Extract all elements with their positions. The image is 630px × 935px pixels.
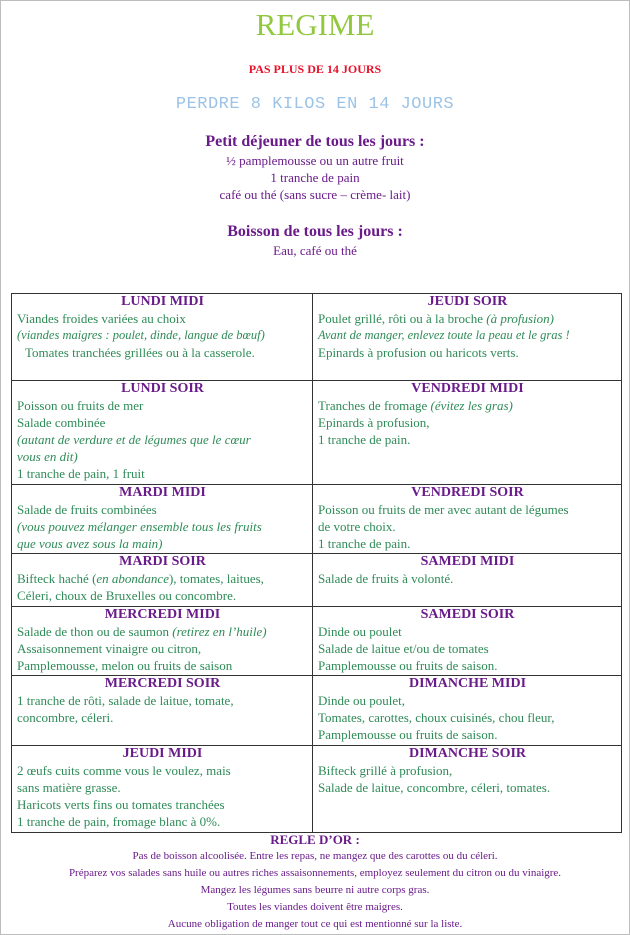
- meal-line: Haricots verts fins ou tomates tranchées: [17, 797, 225, 812]
- meal-cell: [12, 746, 313, 833]
- breakfast-line: 1 tranche de pain: [270, 170, 360, 185]
- meal-line: Poulet grillé, rôti ou à la broche (à profusion): [318, 311, 555, 326]
- meal-line: Dinde ou poulet: [318, 624, 402, 639]
- meal-line: Salade combinée: [17, 415, 106, 430]
- meal-line: sans matière grasse.: [17, 780, 121, 795]
- meal-line: 1 tranche de pain, 1 fruit: [17, 466, 145, 481]
- meal-line: Céleri, choux de Bruxelles ou concombre.: [17, 588, 237, 603]
- meal-note: en abondance: [96, 571, 169, 586]
- meal-line: Salade de fruits combinées: [17, 502, 157, 517]
- meal-line: Pamplemousse, melon ou fruits de saison: [17, 658, 233, 673]
- meal-cell: [313, 676, 622, 746]
- meal-line: Pamplemousse ou fruits de saison.: [318, 658, 498, 673]
- meal-cell: [313, 485, 622, 554]
- meal-cell: [12, 381, 313, 485]
- meal-line: Poisson ou fruits de mer avec autant de légumes: [318, 502, 569, 517]
- meal-line: (viandes maigres : poulet, dinde, langue de bœuf): [17, 328, 265, 342]
- meal-heading: MERCREDI SOIR: [104, 676, 221, 691]
- meal-heading: LUNDI MIDI: [121, 294, 204, 309]
- meal-line: de votre choix.: [318, 519, 396, 534]
- meal-heading: SAMEDI MIDI: [420, 554, 515, 569]
- meal-line: (vous pouvez mélanger ensemble tous les fruits: [17, 519, 262, 534]
- meal-line: Bifteck haché (en abondance), tomates, laitues,: [17, 571, 264, 586]
- page-tagline: PERDRE 8 KILOS EN 14 JOURS: [175, 95, 455, 114]
- golden-rule-line: Toutes les viandes doivent être maigres.: [227, 901, 403, 913]
- meal-line: Poisson ou fruits de mer: [17, 398, 144, 413]
- meal-line: concombre, céleri.: [17, 710, 114, 725]
- meal-heading: JEUDI MIDI: [122, 746, 203, 761]
- meal-line: Avant de manger, enlevez toute la peau et le gras !: [318, 328, 570, 342]
- meal-line: Dinde ou poulet,: [318, 693, 406, 708]
- meal-cell: [313, 607, 622, 676]
- meal-heading: MARDI MIDI: [119, 485, 206, 500]
- golden-rule-line: Mangez les légumes sans beurre ni autre corps gras.: [200, 884, 430, 896]
- meal-line: Assaisonnement vinaigre ou citron,: [17, 641, 202, 656]
- meal-line: Tomates tranchées grillées ou à la casserole.: [25, 345, 255, 360]
- meal-line: Salade de laitue, concombre, céleri, tomates.: [318, 780, 551, 795]
- meal-line: Viandes froides variées au choix: [17, 311, 186, 326]
- meal-heading: VENDREDI MIDI: [411, 381, 524, 396]
- meal-line: 1 tranche de pain.: [318, 536, 411, 551]
- meal-cell: [313, 381, 622, 485]
- meal-note: (retirez en l’huile): [172, 624, 267, 639]
- golden-rule-line: Pas de boisson alcoolisée. Entre les repas, ne mangez que des carottes ou du céleri.: [132, 850, 498, 862]
- meal-line: Salade de laitue et/ou de tomates: [318, 641, 489, 656]
- meal-grid: [11, 293, 622, 833]
- golden-rule-title: REGLE D’OR :: [270, 832, 360, 847]
- meal-line: Epinards à profusion ou haricots verts.: [318, 345, 519, 360]
- meal-note: (évitez les gras): [430, 398, 513, 413]
- meal-cell: [12, 294, 313, 381]
- page-title: REGIME: [255, 7, 375, 42]
- meal-row: [12, 607, 622, 676]
- meal-row: [12, 554, 622, 607]
- meal-heading: VENDREDI SOIR: [411, 485, 524, 500]
- meal-line: 1 tranche de pain, fromage blanc à 0%.: [17, 814, 221, 829]
- meal-cell: [313, 554, 622, 607]
- meal-line: Salade de thon ou de saumon (retirez en l’huile): [17, 624, 267, 639]
- breakfast-title: Petit déjeuner de tous les jours :: [205, 133, 425, 150]
- meal-heading: MARDI SOIR: [119, 554, 206, 569]
- meal-row: [12, 294, 622, 381]
- meal-cell: [12, 676, 313, 746]
- meal-line: vous en dit): [17, 449, 78, 464]
- meal-row: [12, 676, 622, 746]
- drink-line: Eau, café ou thé: [273, 243, 357, 258]
- meal-line: 1 tranche de rôti, salade de laitue, tomate,: [17, 693, 234, 708]
- meal-line: Tranches de fromage (évitez les gras): [318, 398, 513, 413]
- meal-cell: [12, 607, 313, 676]
- meal-heading: DIMANCHE MIDI: [408, 676, 527, 691]
- meal-line: Epinards à profusion,: [318, 415, 430, 430]
- meal-line: Pamplemousse ou fruits de saison.: [318, 727, 498, 742]
- drink-title: Boisson de tous les jours :: [227, 223, 403, 240]
- page-subtitle: PAS PLUS DE 14 JOURS: [248, 62, 382, 76]
- breakfast-line: café ou thé (sans sucre – crème- lait): [219, 187, 411, 202]
- meal-line: Bifteck grillé à profusion,: [318, 763, 453, 778]
- meal-heading: LUNDI SOIR: [121, 381, 204, 396]
- meal-line: que vous avez sous la main): [17, 536, 163, 551]
- meal-cell: [12, 554, 313, 607]
- golden-rule-line: Aucune obligation de manger tout ce qui est mentionné sur la liste.: [167, 918, 463, 930]
- meal-line: 2 œufs cuits comme vous le voulez, mais: [17, 763, 231, 778]
- meal-line: (autant de verdure et de légumes que le cœur: [17, 432, 251, 447]
- meal-heading: SAMEDI SOIR: [420, 607, 515, 622]
- meal-cell: [313, 294, 622, 381]
- meal-heading: DIMANCHE SOIR: [408, 746, 527, 761]
- meal-row: [12, 746, 622, 833]
- meal-line: Salade de fruits à volonté.: [318, 571, 454, 586]
- meal-cell: [12, 485, 313, 554]
- meal-line: Tomates, carottes, choux cuisinés, chou fleur,: [318, 710, 555, 725]
- meal-row: [12, 485, 622, 554]
- meal-note: (à profusion): [486, 311, 555, 326]
- golden-rule-line: Préparez vos salades sans huile ou autres riches assaisonnements, employez seulement du citron ou du vinaigre.: [68, 867, 562, 879]
- meal-heading: JEUDI SOIR: [427, 294, 508, 309]
- breakfast-line: ½ pamplemousse ou un autre fruit: [226, 153, 404, 168]
- meal-heading: MERCREDI MIDI: [104, 607, 221, 622]
- golden-rule: [1, 832, 629, 933]
- meal-row: [12, 381, 622, 485]
- meal-cell: [313, 746, 622, 833]
- meal-line: 1 tranche de pain.: [318, 432, 411, 447]
